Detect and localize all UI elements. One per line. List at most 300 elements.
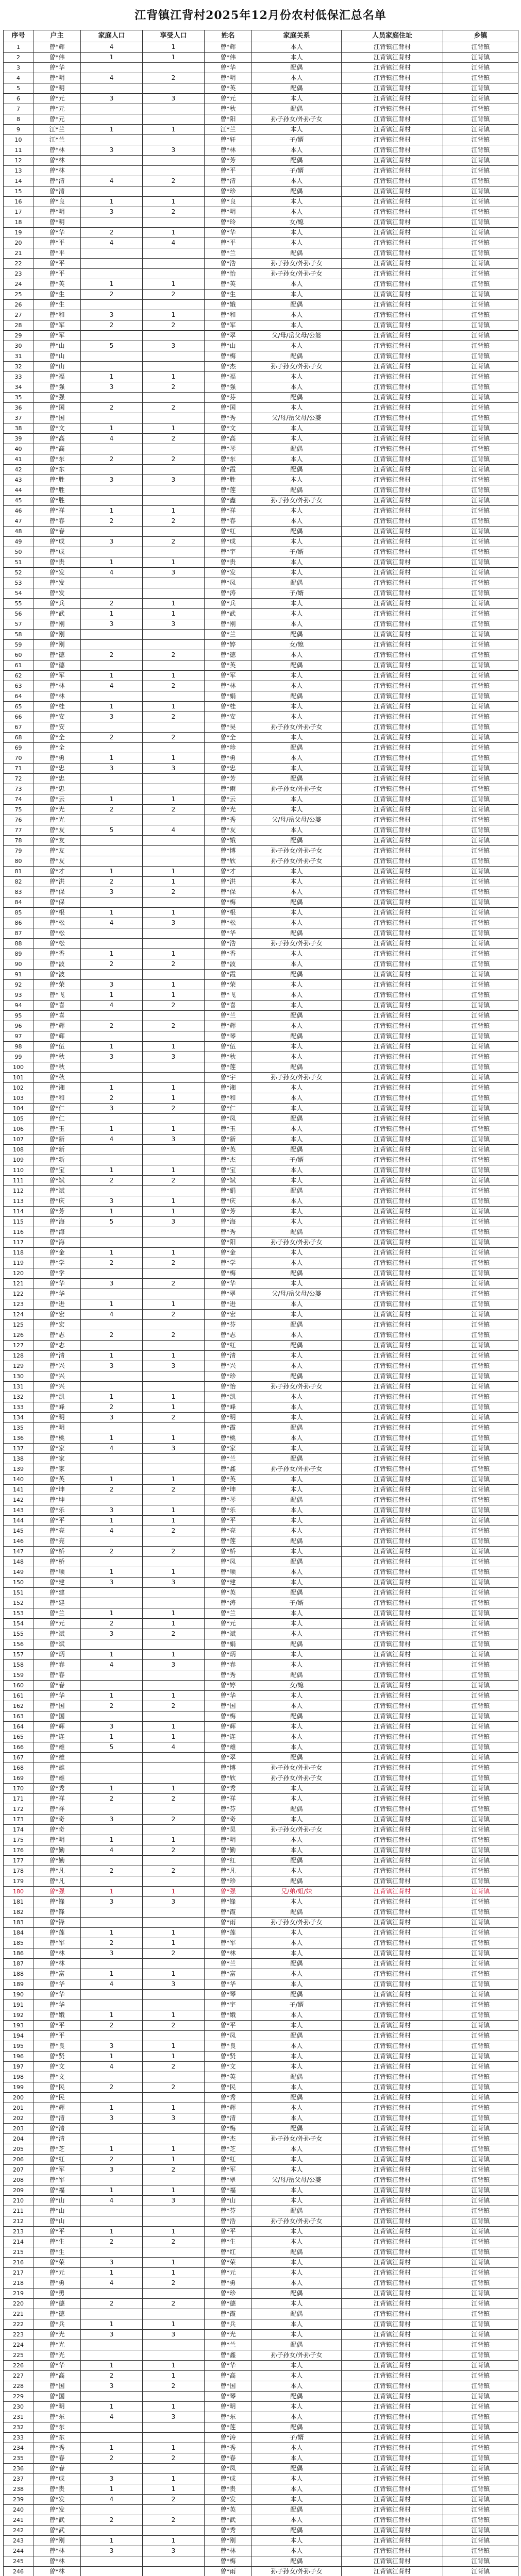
cell-index: 40 [4, 444, 33, 454]
cell-address: 江背镇江背村 [342, 114, 443, 125]
table-row [4, 1207, 518, 1217]
cell-household-size: 3 [81, 1722, 143, 1732]
cell-address: 江背镇江背村 [342, 2124, 443, 2134]
cell-relation: 本人 [252, 403, 342, 413]
cell-householder: 曾*元 [33, 94, 81, 104]
table-row [4, 393, 518, 403]
cell-relation: 本人 [252, 1001, 342, 1011]
cell-index: 81 [4, 867, 33, 877]
cell-beneficiaries [143, 2567, 205, 2576]
cell-address: 江背镇江背村 [342, 2495, 443, 2505]
cell-relation: 孙子孙女/外孙子女 [252, 269, 342, 279]
cell-beneficiaries: 1 [143, 1402, 205, 1413]
cell-household-size: 4 [81, 1134, 143, 1145]
cell-township: 江背镇 [443, 207, 518, 217]
cell-address: 江背镇江背村 [342, 2247, 443, 2258]
cell-index: 207 [4, 2165, 33, 2175]
cell-township: 江背镇 [443, 1485, 518, 1495]
cell-index: 88 [4, 939, 33, 949]
cell-beneficiaries: 1 [143, 1835, 205, 1845]
cell-relation: 配偶 [252, 2093, 342, 2103]
table-row [4, 2062, 518, 2072]
cell-name: 曾*芳 [205, 156, 252, 166]
cell-township: 江背镇 [443, 1382, 518, 1392]
cell-township: 江背镇 [443, 1557, 518, 1567]
cell-name: 曾*红 [205, 1341, 252, 1351]
cell-township: 江背镇 [443, 1351, 518, 1361]
cell-index: 104 [4, 1104, 33, 1114]
cell-index: 131 [4, 1382, 33, 1392]
cell-address: 江背镇江背村 [342, 1176, 443, 1186]
cell-household-size: 2 [81, 1402, 143, 1413]
table-row [4, 1711, 518, 1722]
table-row [4, 300, 518, 310]
cell-index: 96 [4, 1021, 33, 1031]
cell-township: 江背镇 [443, 1114, 518, 1124]
cell-address: 江背镇江背村 [342, 1773, 443, 1784]
cell-address: 江背镇江背村 [342, 485, 443, 496]
cell-index: 233 [4, 2433, 33, 2443]
cell-index: 160 [4, 1681, 33, 1691]
table-row [4, 1681, 518, 1691]
cell-relation: 本人 [252, 516, 342, 527]
cell-index: 37 [4, 413, 33, 423]
cell-township: 江背镇 [443, 712, 518, 722]
cell-address: 江背镇江背村 [342, 2433, 443, 2443]
cell-index: 179 [4, 1876, 33, 1887]
cell-index: 125 [4, 1320, 33, 1330]
table-row [4, 1536, 518, 1547]
cell-name: 曾*发 [205, 2495, 252, 2505]
cell-address: 江背镇江背村 [342, 2041, 443, 2052]
cell-name: 曾*芬 [205, 393, 252, 403]
table-row [4, 2536, 518, 2546]
cell-householder: 曾*家 [33, 1454, 81, 1464]
cell-address: 江背镇江背村 [342, 135, 443, 145]
cell-township: 江背镇 [443, 1021, 518, 1031]
cell-index: 154 [4, 1619, 33, 1629]
cell-address: 江背镇江背村 [342, 1505, 443, 1516]
cell-name: 曾*祥 [205, 1794, 252, 1804]
cell-index: 57 [4, 619, 33, 630]
cell-householder: 曾*秋 [33, 1062, 81, 1073]
cell-index: 47 [4, 516, 33, 527]
cell-township: 江背镇 [443, 197, 518, 207]
table-row [4, 856, 518, 867]
cell-name: 曾*凤 [205, 1114, 252, 1124]
cell-address: 江背镇江背村 [342, 1681, 443, 1691]
cell-township: 江背镇 [443, 1938, 518, 1948]
cell-householder: 曾*辉 [33, 2103, 81, 2113]
cell-householder: 曾*发 [33, 578, 81, 588]
cell-householder: 曾*林 [33, 1959, 81, 1969]
cell-name: 曾*昊 [205, 1825, 252, 1835]
cell-beneficiaries: 1 [143, 2185, 205, 2196]
cell-township: 江背镇 [443, 1052, 518, 1062]
cell-name: 曾*秀 [205, 2093, 252, 2103]
cell-householder: 曾*玉 [33, 1124, 81, 1134]
cell-relation: 本人 [252, 197, 342, 207]
cell-householder: 曾*喜 [33, 1001, 81, 1011]
cell-relation: 配偶 [252, 527, 342, 537]
cell-beneficiaries: 1 [143, 2010, 205, 2021]
cell-address: 江背镇江背村 [342, 630, 443, 640]
table-row [4, 2093, 518, 2103]
cell-householder: 曾*成 [33, 537, 81, 547]
cell-township: 江背镇 [443, 1001, 518, 1011]
cell-township: 江背镇 [443, 1959, 518, 1969]
cell-household-size [81, 2134, 143, 2144]
cell-beneficiaries: 4 [143, 1742, 205, 1753]
cell-householder: 曾*胜 [33, 496, 81, 506]
cell-name: 曾*祥 [205, 506, 252, 516]
cell-relation: 孙子孙女/外孙子女 [252, 722, 342, 733]
cell-address: 江背镇江背村 [342, 1959, 443, 1969]
table-row [4, 1887, 518, 1897]
table-row [4, 1825, 518, 1835]
cell-township: 江背镇 [443, 1887, 518, 1897]
table-row [4, 702, 518, 712]
table-row [4, 1691, 518, 1701]
cell-householder: 曾*春 [33, 2453, 81, 2464]
cell-relation: 本人 [252, 2412, 342, 2422]
cell-index: 178 [4, 1866, 33, 1876]
cell-household-size [81, 1227, 143, 1238]
table-row [4, 2031, 518, 2041]
cell-beneficiaries: 1 [143, 949, 205, 959]
cell-township: 江背镇 [443, 1073, 518, 1083]
cell-address: 江背镇江背村 [342, 1423, 443, 1433]
cell-address: 江背镇江背村 [342, 290, 443, 300]
cell-householder: 曾*刚 [33, 640, 81, 650]
cell-address: 江背镇江背村 [342, 2340, 443, 2350]
table-row [4, 970, 518, 980]
cell-name: 曾*霞 [205, 465, 252, 475]
cell-address: 江背镇江背村 [342, 269, 443, 279]
cell-householder: 曾*山 [33, 2196, 81, 2206]
cell-householder: 曾*华 [33, 1979, 81, 1990]
table-row [4, 1845, 518, 1856]
table-row [4, 1990, 518, 2000]
cell-index: 219 [4, 2289, 33, 2299]
cell-address: 江背镇江背村 [342, 836, 443, 846]
table-row [4, 722, 518, 733]
cell-index: 182 [4, 1907, 33, 1918]
cell-index: 43 [4, 475, 33, 485]
cell-household-size [81, 2247, 143, 2258]
cell-township: 江背镇 [443, 836, 518, 846]
cell-household-size: 1 [81, 990, 143, 1001]
cell-township: 江背镇 [443, 42, 518, 53]
cell-name: 曾*芳 [205, 1207, 252, 1217]
cell-index: 246 [4, 2567, 33, 2576]
cell-beneficiaries: 3 [143, 2330, 205, 2340]
cell-householder: 曾*春 [33, 516, 81, 527]
cell-householder: 曾*锋 [33, 1897, 81, 1907]
cell-beneficiaries [143, 660, 205, 671]
cell-index: 65 [4, 702, 33, 712]
cell-township: 江背镇 [443, 1268, 518, 1279]
cell-address: 江背镇江背村 [342, 1001, 443, 1011]
cell-household-size [81, 1711, 143, 1722]
cell-address: 江背镇江背村 [342, 908, 443, 918]
cell-name: 曾*国 [205, 1701, 252, 1711]
cell-beneficiaries: 3 [143, 918, 205, 928]
table-row [4, 413, 518, 423]
cell-name: 曾*兵 [205, 2319, 252, 2330]
cell-beneficiaries: 3 [143, 1361, 205, 1371]
cell-township: 江背镇 [443, 2113, 518, 2124]
table-row [4, 1670, 518, 1681]
cell-name: 曾*华 [205, 2361, 252, 2371]
cell-household-size [81, 1382, 143, 1392]
cell-name: 曾*华 [205, 63, 252, 73]
cell-address: 江背镇江背村 [342, 1856, 443, 1866]
cell-beneficiaries: 1 [143, 1248, 205, 1258]
cell-index: 222 [4, 2319, 33, 2330]
cell-householder: 曾*荣 [33, 2258, 81, 2268]
table-row [4, 2546, 518, 2556]
cell-beneficiaries [143, 1341, 205, 1351]
cell-address: 江背镇江背村 [342, 1845, 443, 1856]
cell-householder: 曾*元 [33, 1619, 81, 1629]
cell-household-size [81, 1804, 143, 1815]
table-row [4, 877, 518, 887]
cell-index: 34 [4, 382, 33, 393]
cell-household-size: 4 [81, 1526, 143, 1536]
cell-beneficiaries: 1 [143, 2155, 205, 2165]
cell-township: 江背镇 [443, 238, 518, 248]
cell-beneficiaries [143, 1371, 205, 1382]
cell-address: 江背镇江背村 [342, 1516, 443, 1526]
cell-household-size [81, 1062, 143, 1073]
table-row [4, 949, 518, 959]
table-row [4, 2556, 518, 2567]
cell-address: 江背镇江背村 [342, 63, 443, 73]
cell-household-size: 1 [81, 1083, 143, 1093]
cell-beneficiaries: 2 [143, 1330, 205, 1341]
cell-index: 126 [4, 1330, 33, 1341]
cell-beneficiaries: 1 [143, 2536, 205, 2546]
cell-name: 曾*翠 [205, 1289, 252, 1299]
cell-index: 184 [4, 1928, 33, 1938]
cell-township: 江背镇 [443, 1392, 518, 1402]
table-row [4, 2402, 518, 2412]
cell-index: 62 [4, 671, 33, 681]
cell-name: 曾*珍 [205, 743, 252, 753]
cell-township: 江背镇 [443, 557, 518, 568]
cell-householder: 曾*宝 [33, 1165, 81, 1176]
cell-name: 曾*新 [205, 1134, 252, 1145]
cell-township: 江背镇 [443, 743, 518, 753]
table-row [4, 1804, 518, 1815]
cell-relation: 配偶 [252, 2309, 342, 2319]
cell-household-size: 1 [81, 1732, 143, 1742]
cell-township: 江背镇 [443, 2268, 518, 2278]
cell-address: 江背镇江背村 [342, 1578, 443, 1588]
cell-relation: 配偶 [252, 1062, 342, 1073]
cell-beneficiaries: 1 [143, 1165, 205, 1176]
table-row [4, 403, 518, 413]
cell-index: 146 [4, 1536, 33, 1547]
cell-address: 江背镇江背村 [342, 1310, 443, 1320]
cell-index: 181 [4, 1897, 33, 1907]
cell-relation: 本人 [252, 53, 342, 63]
cell-relation: 本人 [252, 2515, 342, 2526]
cell-household-size: 1 [81, 1392, 143, 1402]
cell-beneficiaries: 1 [143, 1042, 205, 1052]
cell-relation: 孙子孙女/外孙子女 [252, 784, 342, 794]
table-row [4, 1454, 518, 1464]
cell-relation: 配偶 [252, 1711, 342, 1722]
cell-township: 江背镇 [443, 2536, 518, 2546]
cell-householder: 曾*东 [33, 454, 81, 465]
cell-householder: 曾*进 [33, 1299, 81, 1310]
cell-household-size [81, 496, 143, 506]
cell-household-size: 1 [81, 1784, 143, 1794]
cell-beneficiaries: 3 [143, 94, 205, 104]
cell-name: 曾*昊 [205, 722, 252, 733]
cell-household-size [81, 815, 143, 825]
table-row [4, 805, 518, 815]
cell-address: 江背镇江背村 [342, 2103, 443, 2113]
cell-township: 江背镇 [443, 413, 518, 423]
cell-index: 48 [4, 527, 33, 537]
cell-name: 曾*仁 [205, 1104, 252, 1114]
cell-name: 曾*红 [205, 1856, 252, 1866]
cell-address: 江背镇江背村 [342, 1619, 443, 1629]
cell-township: 江背镇 [443, 2381, 518, 2392]
cell-household-size [81, 1155, 143, 1165]
cell-township: 江背镇 [443, 1104, 518, 1114]
cell-householder: 曾*文 [33, 423, 81, 434]
cell-householder: 曾*斌 [33, 1176, 81, 1186]
cell-householder: 曾*东 [33, 2412, 81, 2422]
cell-household-size: 5 [81, 825, 143, 836]
cell-relation: 本人 [252, 2082, 342, 2093]
cell-householder: 曾*发 [33, 2495, 81, 2505]
cell-index: 8 [4, 114, 33, 125]
cell-beneficiaries [143, 1073, 205, 1083]
cell-relation: 本人 [252, 2155, 342, 2165]
table-row [4, 1279, 518, 1289]
cell-beneficiaries: 3 [143, 1217, 205, 1227]
cell-relation: 本人 [252, 1093, 342, 1104]
cell-household-size: 1 [81, 1042, 143, 1052]
cell-relation: 配偶 [252, 1495, 342, 1505]
cell-index: 80 [4, 856, 33, 867]
table-row [4, 1186, 518, 1196]
cell-beneficiaries: 1 [143, 794, 205, 805]
cell-householder: 曾*林 [33, 2556, 81, 2567]
table-row [4, 1639, 518, 1650]
cell-beneficiaries [143, 2309, 205, 2319]
cell-name: 曾*阳 [205, 114, 252, 125]
cell-township: 江背镇 [443, 877, 518, 887]
cell-index: 24 [4, 279, 33, 290]
cell-householder: 曾*胜 [33, 485, 81, 496]
table-row [4, 846, 518, 856]
cell-index: 192 [4, 2010, 33, 2021]
cell-householder: 曾*林 [33, 145, 81, 156]
cell-address: 江背镇江背村 [342, 496, 443, 506]
cell-household-size: 1 [81, 2536, 143, 2546]
cell-beneficiaries [143, 527, 205, 537]
cell-beneficiaries: 2 [143, 1845, 205, 1856]
table-row [4, 1042, 518, 1052]
cell-householder: 曾*明 [33, 73, 81, 83]
cell-index: 36 [4, 403, 33, 413]
cell-index: 59 [4, 640, 33, 650]
cell-township: 江背镇 [443, 2010, 518, 2021]
cell-household-size [81, 259, 143, 269]
cell-beneficiaries: 1 [143, 2484, 205, 2495]
cell-address: 江背镇江背村 [342, 104, 443, 114]
cell-name: 曾*英 [205, 279, 252, 290]
cell-beneficiaries: 1 [143, 1691, 205, 1701]
table-row [4, 2371, 518, 2381]
cell-name: 曾*学 [205, 1258, 252, 1268]
cell-name: 曾*兰 [205, 1011, 252, 1021]
cell-household-size: 3 [81, 980, 143, 990]
cell-address: 江背镇江背村 [342, 980, 443, 990]
cell-address: 江背镇江背村 [342, 897, 443, 908]
cell-household-size: 3 [81, 1948, 143, 1959]
cell-address: 江背镇江背村 [342, 1918, 443, 1928]
cell-beneficiaries [143, 1588, 205, 1598]
cell-relation: 配偶 [252, 1268, 342, 1279]
cell-householder: 曾*雄 [33, 1742, 81, 1753]
table-row [4, 1134, 518, 1145]
cell-householder: 曾*元 [33, 2268, 81, 2278]
cell-relation: 配偶 [252, 1031, 342, 1042]
cell-index: 18 [4, 217, 33, 228]
table-row [4, 1526, 518, 1536]
cell-address: 江背镇江背村 [342, 197, 443, 207]
cell-relation: 父/母/岳父母/公婆 [252, 2175, 342, 2185]
cell-address: 江背镇江背村 [342, 691, 443, 702]
cell-name: 曾*英 [205, 660, 252, 671]
cell-beneficiaries: 1 [143, 2144, 205, 2155]
cell-address: 江背镇江背村 [342, 1567, 443, 1578]
cell-beneficiaries: 3 [143, 568, 205, 578]
cell-township: 江背镇 [443, 1238, 518, 1248]
cell-name: 曾*建 [205, 1578, 252, 1588]
cell-relation: 子/婿 [252, 1155, 342, 1165]
cell-household-size [81, 1145, 143, 1155]
col-header-beneficiaries: 享受人口 [143, 30, 205, 42]
cell-household-size: 2 [81, 1021, 143, 1031]
cell-householder: 曾*英 [33, 279, 81, 290]
table-row [4, 1660, 518, 1670]
cell-householder: 曾*华 [33, 1990, 81, 2000]
cell-address: 江背镇江背村 [342, 1186, 443, 1196]
cell-householder: 曾*雄 [33, 1763, 81, 1773]
cell-index: 29 [4, 331, 33, 341]
cell-relation: 配偶 [252, 2526, 342, 2536]
cell-address: 江背镇江背村 [342, 2000, 443, 2010]
cell-beneficiaries [143, 1320, 205, 1330]
cell-householder: 曾*兵 [33, 599, 81, 609]
cell-index: 10 [4, 135, 33, 145]
cell-index: 67 [4, 722, 33, 733]
cell-beneficiaries [143, 1681, 205, 1691]
table-row [4, 1351, 518, 1361]
cell-township: 江背镇 [443, 630, 518, 640]
cell-township: 江背镇 [443, 2402, 518, 2412]
cell-household-size: 2 [81, 1619, 143, 1629]
cell-household-size: 4 [81, 1310, 143, 1320]
